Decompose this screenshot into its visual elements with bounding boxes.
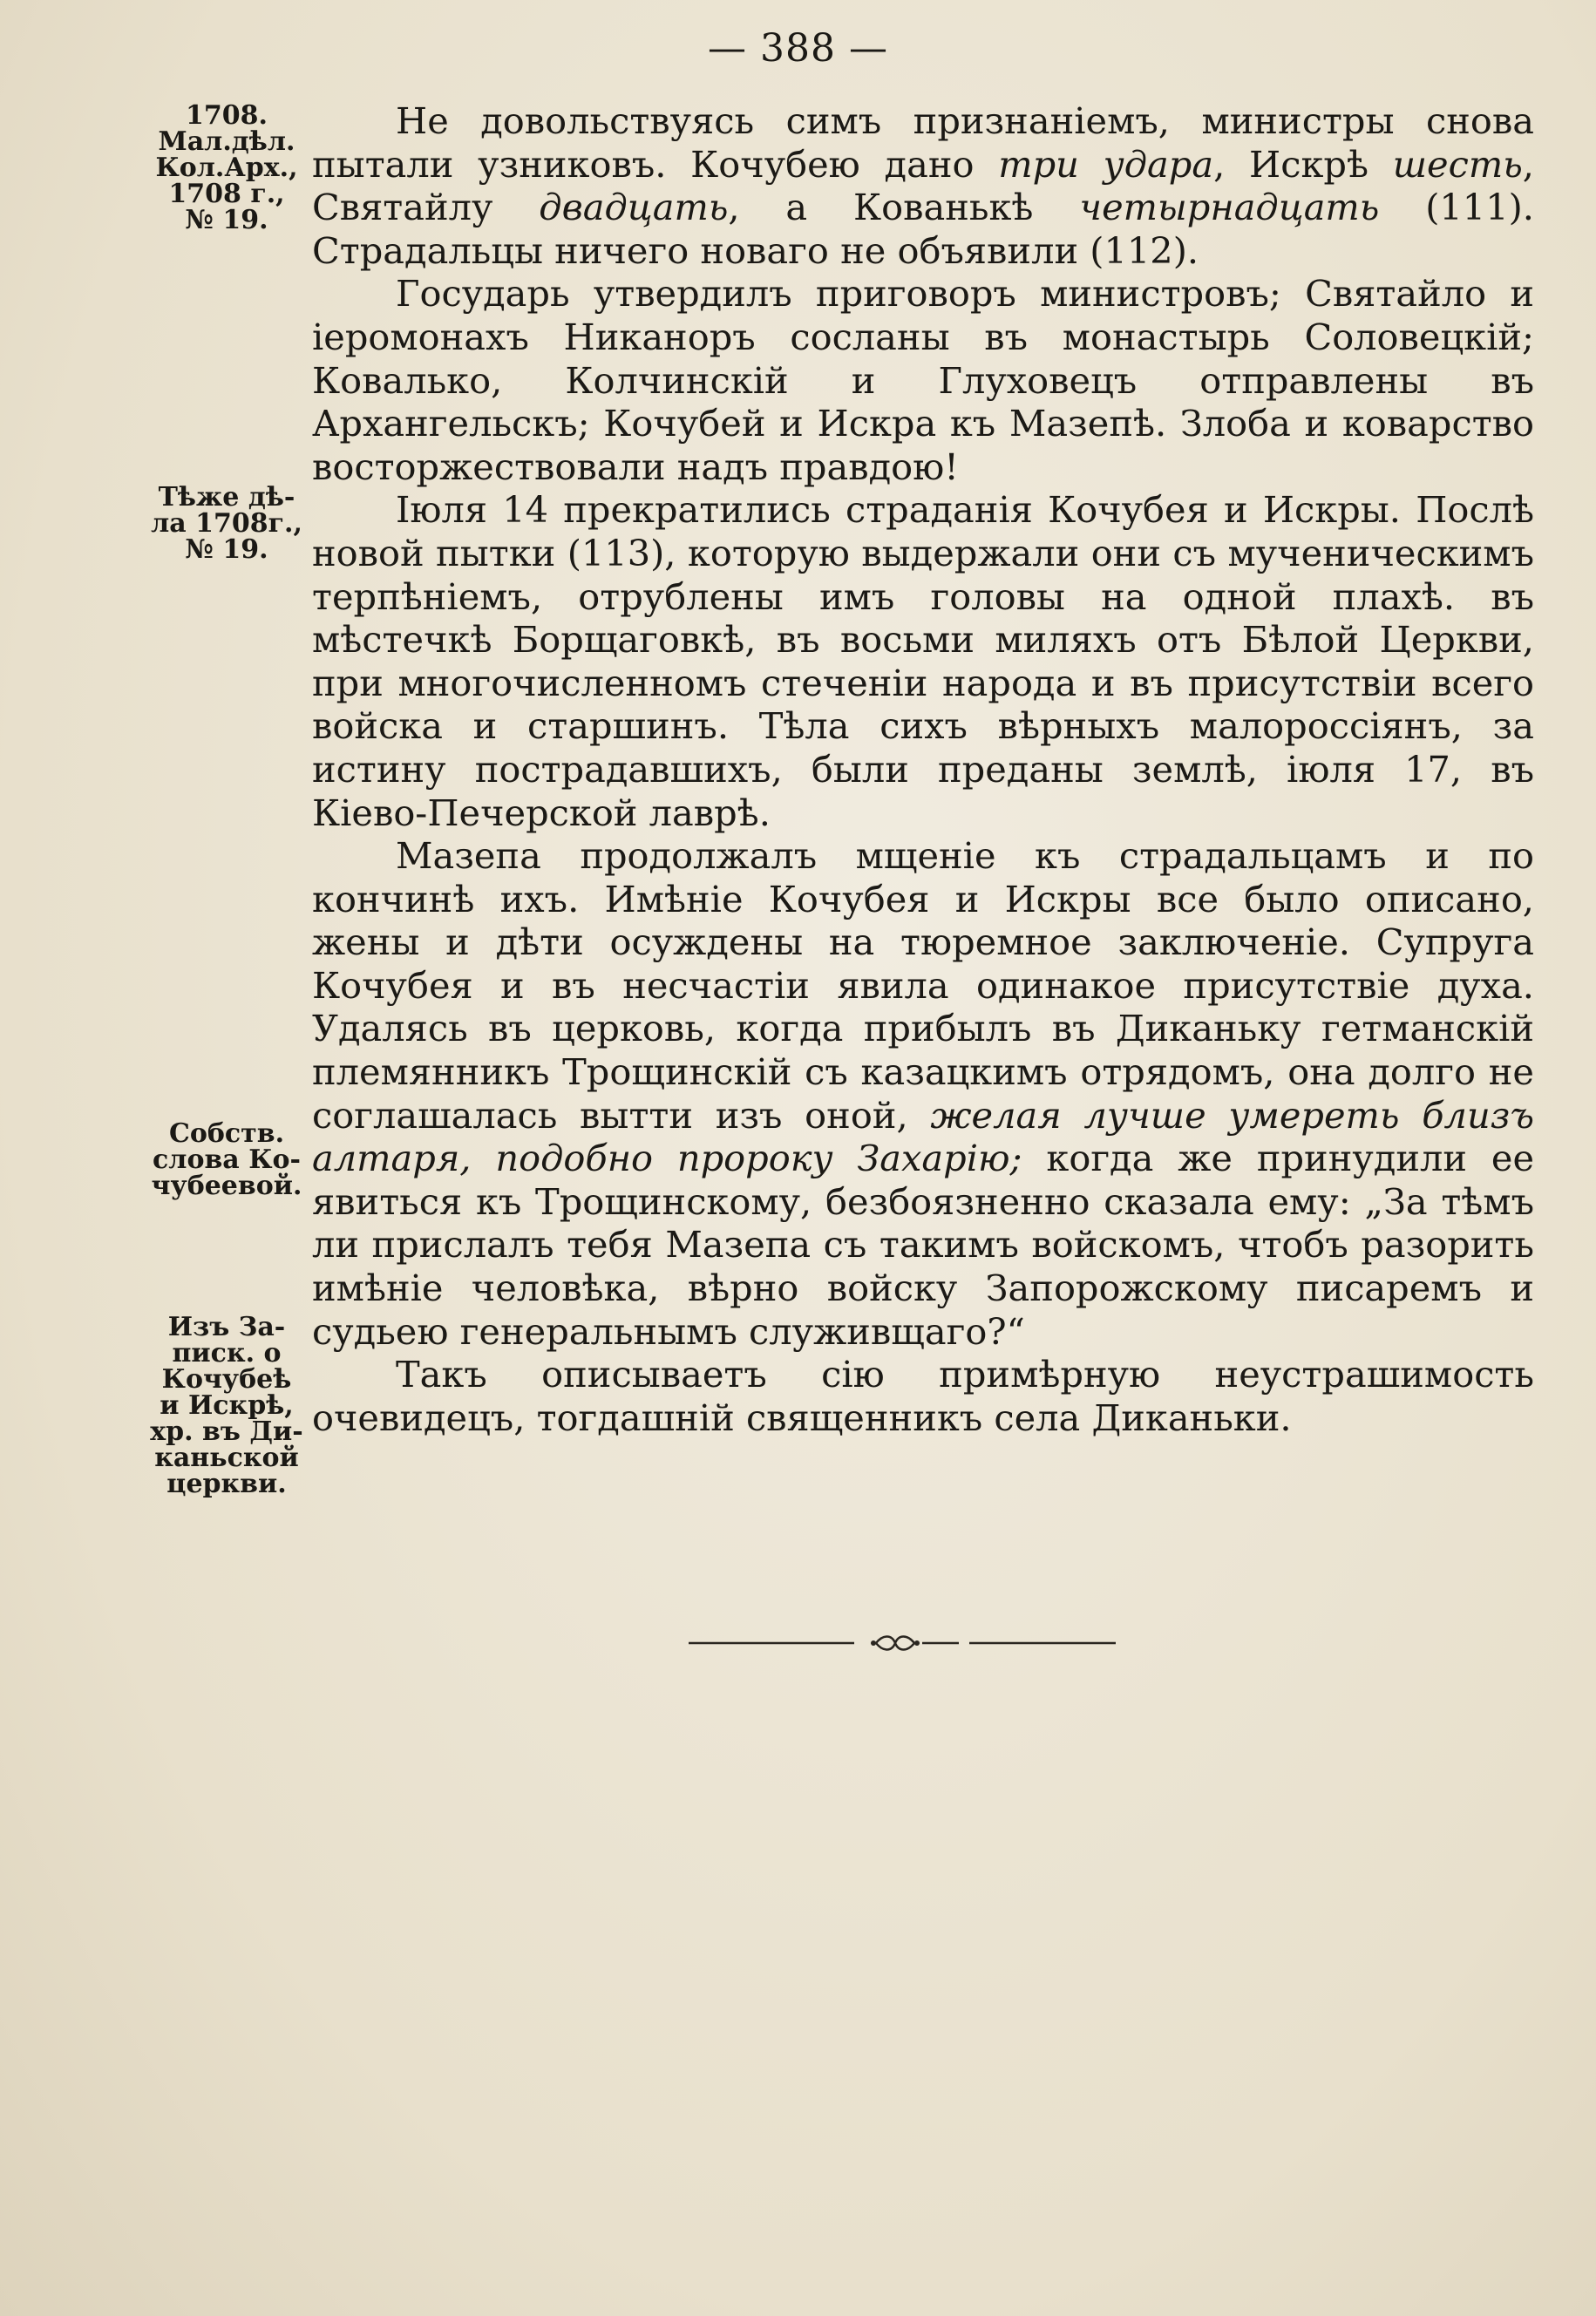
italic-run: шесть	[1392, 142, 1523, 186]
margin-note-line: писк. о	[172, 1338, 282, 1369]
text-run: Такъ описываетъ сію примѣрную неустрашимость очевидецъ, тогдашній священникъ села Диканьки.	[312, 1353, 1534, 1439]
margin-note-line: каньской	[154, 1443, 299, 1473]
margin-note-line: Тѣже дѣ-	[158, 482, 295, 513]
text-run: , Искрѣ	[1213, 142, 1393, 186]
margin-note-line: Кол.Арх.,	[155, 153, 298, 183]
page-number: — 388 —	[708, 26, 888, 71]
italic-run: желая лучше умереть близъ алтаря, подобно пророку Захарію;	[312, 1093, 1534, 1180]
margin-note-line: слова Ко-	[153, 1144, 301, 1175]
end-ornament	[689, 1630, 1177, 1656]
italic-run: три удара	[998, 142, 1214, 186]
body-text	[312, 99, 1534, 1439]
margin-note-line: Кочубеѣ	[161, 1364, 292, 1395]
text-run: , Святайлу	[312, 142, 1534, 229]
margin-note-archive-1708	[131, 100, 323, 235]
margin-note-line: ла 1708г.,	[151, 508, 302, 539]
margin-note-same-files	[131, 482, 323, 565]
text-run: Государь утвердилъ приговоръ министровъ; Святайло и іеромонахъ Никаноръ сосланы въ монастырь Соловецкій; Ковалько, Колчинскій и Глуховецъ отправлены въ Архангельскъ; Кочубей и Искра къ Мазепѣ. Злоба и коварство восторжествовали надъ правдою!	[312, 272, 1534, 488]
margin-note-line: и Искрѣ,	[160, 1390, 294, 1421]
margin-note-line: Мал.дѣл.	[158, 126, 295, 157]
margin-note-line: хр. въ Ди-	[150, 1416, 303, 1447]
paragraph-mazepa-revenge	[312, 834, 1534, 1353]
margin-note-line: Собств.	[168, 1118, 285, 1149]
paragraph-execution	[312, 488, 1534, 834]
text-run: , а Кованькѣ	[728, 186, 1080, 229]
margin-note-line: Изъ За-	[167, 1312, 286, 1342]
text-run: Іюля 14 прекратились страданія Кочубея и Искры. Послѣ новой пытки (113), которую выдержали они съ мученическимъ терпѣніемъ, отрублены имъ головы на одной плахѣ. въ мѣстечкѣ Борщаговкѣ, въ восьми миляхъ отъ Бѣлой Церкви, при многочисленномъ стеченіи народа и въ присутствіи всего войска и старшинъ. Тѣла сихъ вѣрныхъ малороссіянъ, за истину пострадавшихъ, были преданы землѣ, іюля 17, въ Кіево-Печерской лаврѣ.	[312, 488, 1534, 834]
paragraph-sovereign-verdict	[312, 272, 1534, 488]
text-run: когда же принудили ее явиться къ Трощинскому, безбоязненно сказала ему: „За тѣмъ ли прислалъ тебя Мазепа съ такимъ войскомъ, чтобъ разорить имѣніе человѣка, вѣрно войску Запорожскому писаремъ и судьею генеральнымъ служивщаго?“	[312, 1137, 1534, 1353]
margin-note-line: № 19.	[185, 534, 268, 565]
text-run: Не довольствуясь симъ признаніемъ, министры снова пытали узниковъ. Кочубею дано	[312, 99, 1534, 186]
italic-run: двадцать	[539, 186, 729, 229]
margin-note-line: № 19.	[185, 205, 268, 235]
italic-run: четырнадцать	[1079, 186, 1380, 229]
margin-note-line: 1708.	[186, 100, 268, 131]
margin-note-dikanka-church	[131, 1314, 323, 1498]
text-run: Мазепа продолжалъ мщеніе къ страдальцамъ и по кончинѣ ихъ. Имѣніе Кочубея и Искры все было описано, жены и дѣти осуждены на тюремное заключеніе. Супруга Кочубея и въ несчастіи явила одинакое присутствіе духа. Удалясь въ церковь, когда прибылъ въ Диканьку гетманскій племянникъ Трощинскій съ казацкимъ отрядомъ, она долго не соглашалась вытти изъ оной,	[312, 834, 1534, 1137]
margin-note-line: чубеевой.	[151, 1171, 302, 1201]
text-run: (111). Страдальцы ничего новаго не объявили (112).	[312, 186, 1534, 272]
paragraph-ministers-torture	[312, 99, 1534, 272]
margin-note-kochubeeva-words	[131, 1118, 323, 1201]
margin-note-line: 1708 г.,	[168, 179, 285, 209]
paragraph-eyewitness	[312, 1353, 1534, 1439]
margin-note-line: церкви.	[166, 1469, 287, 1499]
